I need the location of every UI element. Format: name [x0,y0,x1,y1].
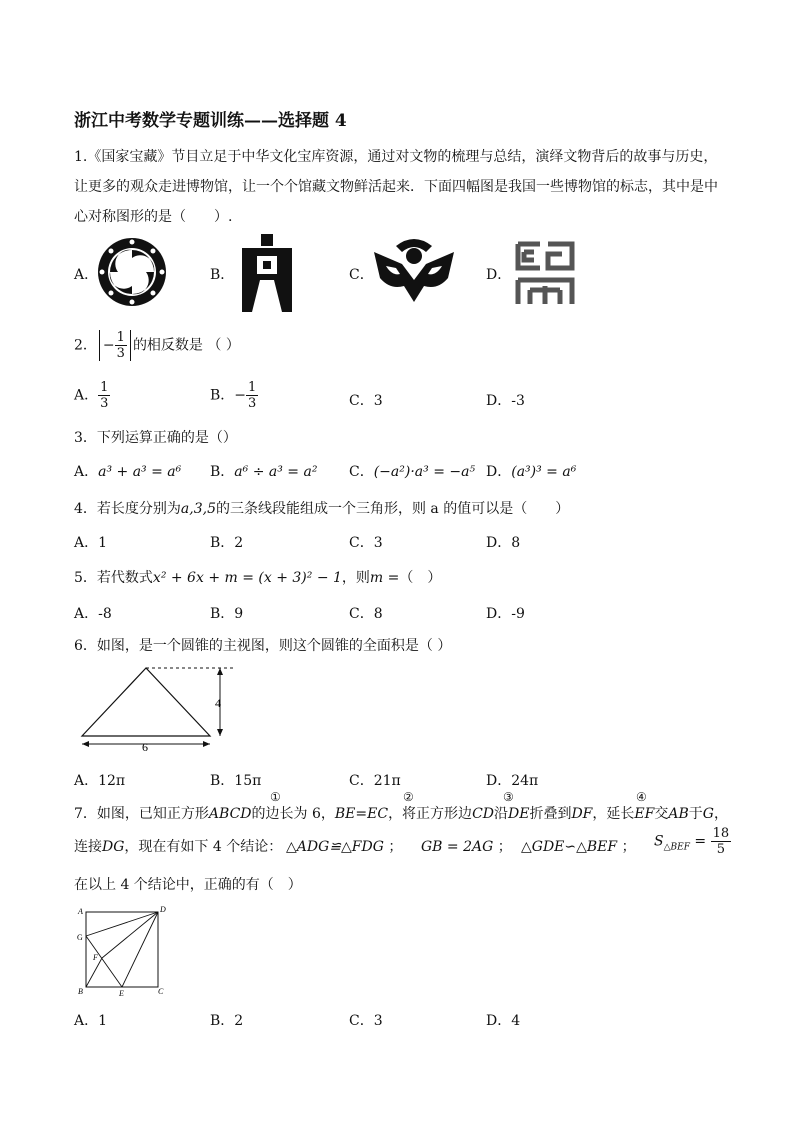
q7-circle-4: ④ [636,790,647,804]
q5-stem [74,567,441,587]
q2-option-b-label: B． [210,387,235,404]
logo-a-icon [96,236,168,308]
q4-option-c: C．3 [349,535,383,551]
q6-option-c: C．21π [349,773,401,789]
q7-conclusion-4 [654,826,731,857]
q7-c4-frac [711,826,732,857]
q4-option-d: D．8 [486,535,521,551]
q2-stem [74,330,240,361]
q7-option-d: D．4 [486,1013,521,1029]
q4-stem-math: a,3,5 [180,501,216,517]
q7-option-c: C．3 [349,1013,383,1029]
q2-a-den: 3 [100,396,109,411]
q7-conclusion-2 [421,836,512,856]
q1-option-d-label: D． [486,267,512,283]
q7-l1-a: 7．如图，已知正方形 [74,806,209,822]
q1-option-a-label: A． [74,267,99,283]
q7-circle-1: ① [270,790,281,804]
q7-conclusion-3 [521,836,636,856]
q5-option-d: D．-9 [486,606,525,622]
fig-point-d: D [160,905,166,914]
cone-front-view-figure [74,660,244,760]
q2-prefix: 2． [74,337,97,354]
q7-conclusion-1 [286,836,402,856]
q3-option-d [486,461,576,481]
logo-c-icon [372,236,456,302]
q5-stem-m: m = [369,570,400,586]
q7-c4-s: S [654,833,664,850]
fig-point-f: F [93,953,98,962]
q7-l2-b: ，现在有如下 4 个结论： [124,839,283,855]
q2-option-a [74,380,110,411]
q3-stem: 3．下列运算正确的是（） [74,430,237,446]
q5-stem-b: ，则 [341,570,370,586]
q1-line1: 1.《国家宝藏》节目立足于中华文化宝库资源，通过对文物的梳理与总结，演绎文物背后的故事与历史， [74,149,718,165]
q2-option-b-frac [246,380,258,411]
q7-l1-df: DF [571,806,593,822]
q7-c4-num: 18 [712,826,730,841]
q7-l1-d: 沿 [494,806,508,822]
q7-line1 [74,803,728,823]
q3-option-b-label: B． [210,464,235,480]
q7-c4-eq: = [694,833,707,850]
fig-point-e: E [119,989,124,998]
q7-option-b: B．2 [210,1013,244,1029]
q2-option-a-frac [98,380,110,411]
page-title: 浙江中考数学专题训练——选择题 4 [74,111,347,131]
q4-stem [74,498,569,518]
q7-option-a: A．1 [74,1013,108,1029]
fig-point-a: A [78,907,83,916]
q7-sep-3: ； [621,839,636,855]
q7-c4-den: 5 [716,842,725,857]
q6-option-d: D．24π [486,773,539,789]
q5-stem-a: 5．若代数式 [74,570,153,586]
q3-option-d-label: D． [486,464,512,480]
q7-l2-a: 连接 [74,839,102,855]
q7-l1-g-point: G [702,806,714,822]
q7-line3: 在以上 4 个结论中，正确的有（ ） [74,877,302,893]
q3-option-c-label: C． [349,464,374,480]
q7-l1-ab: AB [668,806,689,822]
q4-stem-a: 4．若长度分别为 [74,501,181,517]
q2-option-b [210,380,258,411]
q1-option-b-label: B． [210,267,235,283]
q3-option-a-label: A． [74,464,99,480]
q7-c2: GB = 2AG [421,839,494,855]
q7-l1-de: DE [508,806,530,822]
q6-option-b: B．15π [210,773,262,789]
q7-l1-cd: CD [472,806,494,822]
q7-sep-1: ； [388,839,403,855]
q5-stem-math: x² + 6x + m = (x + 3)² − 1 [152,570,342,586]
cone-base-label: 6 [142,740,148,754]
fig-point-c: C [158,987,164,996]
q7-l2-dg: DG [102,839,125,855]
q7-l1-ef: EF [634,806,655,822]
q1-line2: 让更多的观众走进博物馆，让一个个馆藏文物鲜活起来．下面四幅图是我国一些博物馆的标志，其中是中 [74,179,718,195]
q5-stem-c: （ ） [399,570,442,586]
q7-l1-g: 交 [654,806,669,822]
q7-l1-c: ，将正方形边 [388,806,473,822]
q2-b-num: 1 [248,380,257,395]
q4-stem-b: 的三条线段能组成一个三角形，则 a 的值可以是（ ） [215,501,570,517]
q3-option-c-expr: (−a²)·a³ = −a⁵ [373,464,476,480]
q3-option-a-expr: a³ + a³ = a⁶ [98,464,182,480]
logo-b-icon [232,234,302,312]
q3-option-b [210,461,317,481]
q7-l1-e: 折叠到 [529,806,572,822]
q4-option-b: B．2 [210,535,244,551]
q5-option-a: A．-8 [74,606,112,622]
q2-suffix: 的相反数是 （ ） [132,337,240,354]
q5-option-b: B．9 [210,606,244,622]
q2-fraction [115,330,127,361]
q3-option-a [74,461,181,481]
q6-option-a: A．12π [74,773,126,789]
q7-l1-b: 的边长为 6， [251,806,335,822]
q7-circle-2: ② [403,790,414,804]
q7-l1-h: 于 [688,806,703,822]
q7-c1: △ADG≌△FDG [286,839,384,855]
q2-option-d: D．-3 [486,393,525,409]
q2-abs-value: − $\frac{1}{3}$ [99,330,131,361]
q1-line3: 心对称图形的是（ ）. [74,209,233,225]
q2-a-num: 1 [100,380,109,395]
q7-circle-3: ③ [503,790,514,804]
q7-sep-2: ； [497,839,512,855]
q7-l1-i: ， [713,806,728,822]
q2-b-den: 3 [248,396,257,411]
q7-l1-be: BE=EC [334,806,389,822]
q6-stem: 6．如图，是一个圆锥的主视图，则这个圆锥的全面积是（ ） [74,638,452,654]
q7-line2 [74,836,282,856]
square-fold-figure [74,900,174,1000]
q3-option-c [349,461,475,481]
q7-c4-sub: △BEF [663,842,690,853]
logo-d-icon [512,238,578,310]
q4-option-a: A．1 [74,535,108,551]
q3-option-d-expr: (a³)³ = a⁶ [511,464,577,480]
fig-point-g: G [77,933,83,942]
q2-option-a-label: A． [74,387,99,404]
q2-frac-den: 3 [116,346,125,361]
q7-l1-abcd: ABCD [208,806,252,822]
q2-b-sign: − [234,387,247,404]
q7-l1-f: ，延长 [592,806,635,822]
fig-point-b: B [78,987,83,996]
q1-option-c-label: C． [349,267,374,283]
q2-frac-num: 1 [116,330,125,345]
q3-option-b-expr: a⁶ ÷ a³ = a² [234,464,318,480]
q2-option-c: C．3 [349,393,383,409]
cone-height-label: 4 [215,696,221,710]
q5-option-c: C．8 [349,606,383,622]
q7-c3: △GDE∽△BEF [521,839,618,855]
